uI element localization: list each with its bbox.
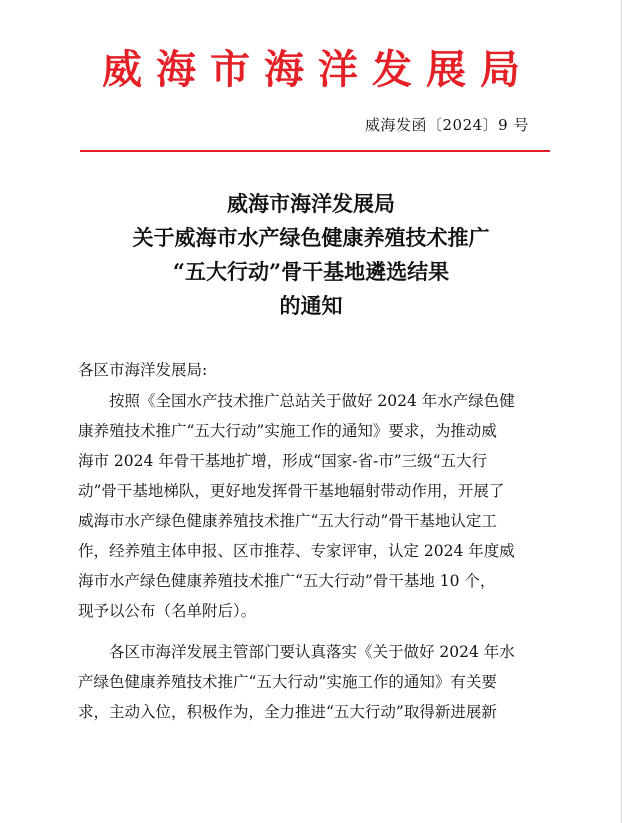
text-line: 威海市水产绿色健康养殖技术推广“五大行动”骨干基地认定工 xyxy=(78,512,497,530)
title-line: 威海市海洋发展局 xyxy=(227,191,395,216)
letterhead-divider xyxy=(80,150,550,152)
paragraph-2 xyxy=(78,637,548,727)
text-line: 各区市海洋发展主管部门要认真落实《关于做好 2024 年水 xyxy=(109,643,515,661)
title-line: “五大行动”骨干基地遴选结果 xyxy=(172,259,450,284)
text-line: 产绿色健康养殖技术推广“五大行动”实施工作的通知》有关要 xyxy=(78,673,497,691)
paragraph-1 xyxy=(78,386,548,626)
agency-letterhead: 威海市海洋发展局 xyxy=(102,46,534,93)
text-line: 求，主动入位，积极作为，全力推进“五大行动”取得新进展新 xyxy=(78,703,497,721)
salutation: 各区市海洋发展局: xyxy=(78,361,208,379)
notice-title xyxy=(0,187,622,323)
text-line: 海市 2024 年骨干基地扩增，形成“国家-省-市”三级“五大行 xyxy=(78,452,488,470)
document-number: 威海发函〔2024〕9 号 xyxy=(365,116,529,134)
text-line: 海市水产绿色健康养殖技术推广“五大行动”骨干基地 10 个， xyxy=(78,572,496,590)
title-line: 关于威海市水产绿色健康养殖技术推广 xyxy=(132,225,490,250)
text-line: 动”骨干基地梯队，更好地发挥骨干基地辐射带动作用，开展了 xyxy=(78,482,505,500)
text-line: 现予以公布（名单附后）。 xyxy=(78,602,257,620)
title-line: 的通知 xyxy=(279,293,343,318)
text-line: 康养殖技术推广“五大行动”实施工作的通知》要求，为推动威 xyxy=(78,422,497,440)
text-line: 按照《全国水产技术推广总站关于做好 2024 年水产绿色健 xyxy=(109,392,515,410)
text-line: 作，经养殖主体申报、区市推荐、专家评审，认定 2024 年度威 xyxy=(78,542,515,560)
